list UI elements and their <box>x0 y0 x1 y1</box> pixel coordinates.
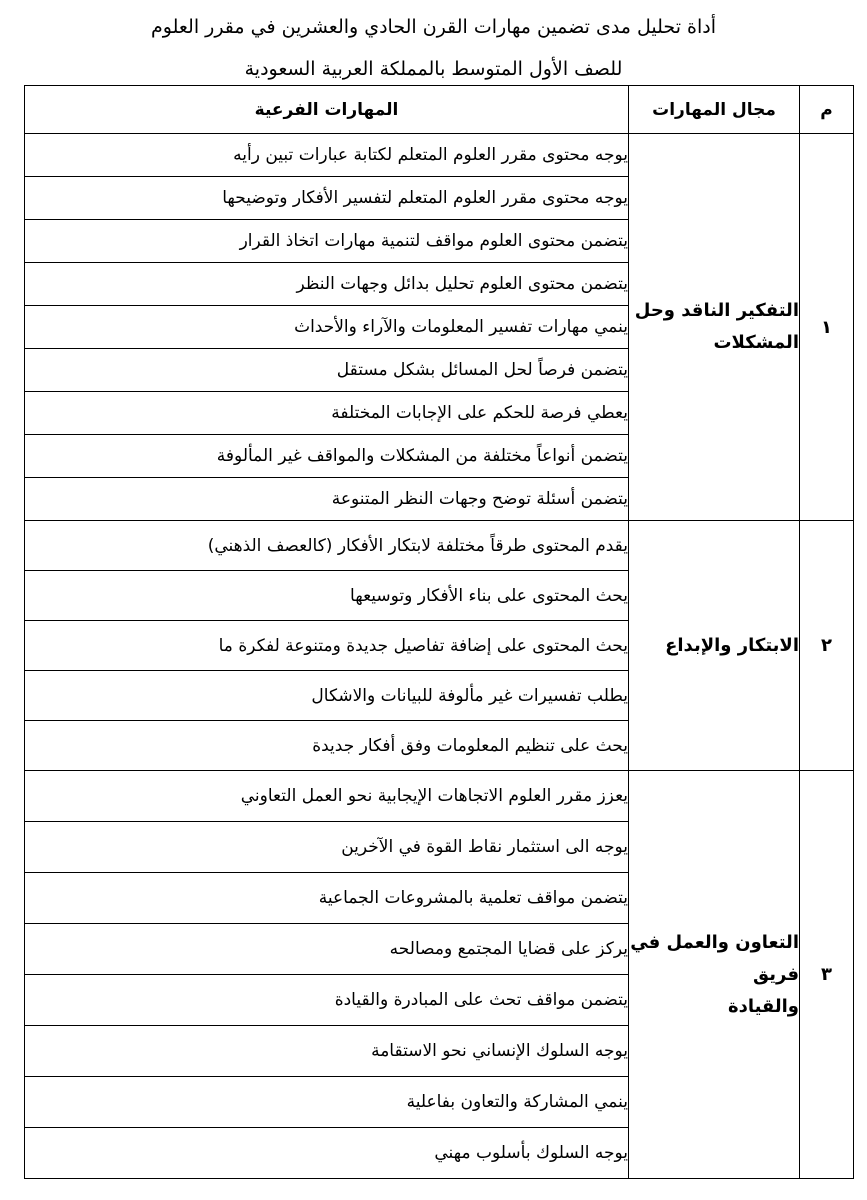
title-line-2: للصف الأول المتوسط بالمملكة العربية السعودية <box>244 58 623 80</box>
domain-line: المشكلات <box>713 332 799 353</box>
sub-skill-cell: يتضمن مواقف تحث على المبادرة والقيادة <box>25 975 629 1026</box>
sub-skill-cell: يوجه الى استثمار نقاط القوة في الآخرين <box>25 822 629 873</box>
group-number: ٣ <box>800 771 854 1179</box>
sub-skill-cell: يتضمن محتوى العلوم تحليل بدائل وجهات النظر <box>25 263 629 306</box>
table-row <box>25 521 854 571</box>
sub-skill-cell: يحث المحتوى على بناء الأفكار وتوسيعها <box>25 571 629 621</box>
sub-skill-cell: يوجه محتوى مقرر العلوم المتعلم لكتابة عبارات تبين رأيه <box>25 134 629 177</box>
group-number: ٢ <box>800 521 854 771</box>
sub-skill-cell: يحث المحتوى على إضافة تفاصيل جديدة ومتنوعة لفكرة ما <box>25 621 629 671</box>
group-domain <box>629 521 800 771</box>
group-number: ١ <box>800 134 854 521</box>
sub-skill-cell: يحث على تنظيم المعلومات وفق أفكار جديدة <box>25 721 629 771</box>
sub-skill-cell: يتضمن محتوى العلوم مواقف لتنمية مهارات اتخاذ القرار <box>25 220 629 263</box>
sub-skill-cell: يتضمن فرصاً لحل المسائل بشكل مستقل <box>25 349 629 392</box>
group-domain <box>629 771 800 1179</box>
title-line-1: أداة تحليل مدى تضمين مهارات القرن الحادي والعشرين في مقرر العلوم <box>151 16 716 38</box>
skills-analysis-table <box>24 85 854 1179</box>
header-number: م <box>800 86 854 134</box>
table-header-row <box>25 86 854 134</box>
sub-skill-cell: يقدم المحتوى طرقاً مختلفة لابتكار الأفكار (كالعصف الذهني) <box>25 521 629 571</box>
header-sub-skills: المهارات الفرعية <box>25 86 629 134</box>
sub-skill-cell: يعطي فرصة للحكم على الإجابات المختلفة <box>25 392 629 435</box>
domain-line: التفكير الناقد وحل <box>634 300 799 321</box>
group-domain <box>629 134 800 521</box>
table-row <box>25 134 854 177</box>
sub-skill-cell: يعزز مقرر العلوم الاتجاهات الإيجابية نحو العمل التعاوني <box>25 771 629 822</box>
sub-skill-cell: يوجه السلوك بأسلوب مهني <box>25 1128 629 1179</box>
domain-line: والقيادة <box>727 995 799 1017</box>
sub-skill-cell: يطلب تفسيرات غير مألوفة للبيانات والاشكال <box>25 671 629 721</box>
sub-skill-cell: يتضمن مواقف تعلمية بالمشروعات الجماعية <box>25 873 629 924</box>
sub-skill-cell: يركز على قضايا المجتمع ومصالحه <box>25 924 629 975</box>
sub-skill-cell: ينمي المشاركة والتعاون بفاعلية <box>25 1077 629 1128</box>
sub-skill-cell: يوجه محتوى مقرر العلوم المتعلم لتفسير الأفكار وتوضيحها <box>25 177 629 220</box>
sub-skill-cell: يتضمن أنواعاً مختلفة من المشكلات والمواقف غير المألوفة <box>25 435 629 478</box>
document-title <box>0 6 867 90</box>
domain-line: التعاون والعمل في فريق <box>630 931 799 985</box>
sub-skill-cell: يوجه السلوك الإنساني نحو الاستقامة <box>25 1026 629 1077</box>
sub-skill-cell: ينمي مهارات تفسير المعلومات والآراء والأحداث <box>25 306 629 349</box>
sub-skill-cell: يتضمن أسئلة توضح وجهات النظر المتنوعة <box>25 478 629 521</box>
domain-line: الابتكار والإبداع <box>665 634 799 656</box>
table-row <box>25 771 854 822</box>
header-domain: مجال المهارات <box>629 86 800 134</box>
